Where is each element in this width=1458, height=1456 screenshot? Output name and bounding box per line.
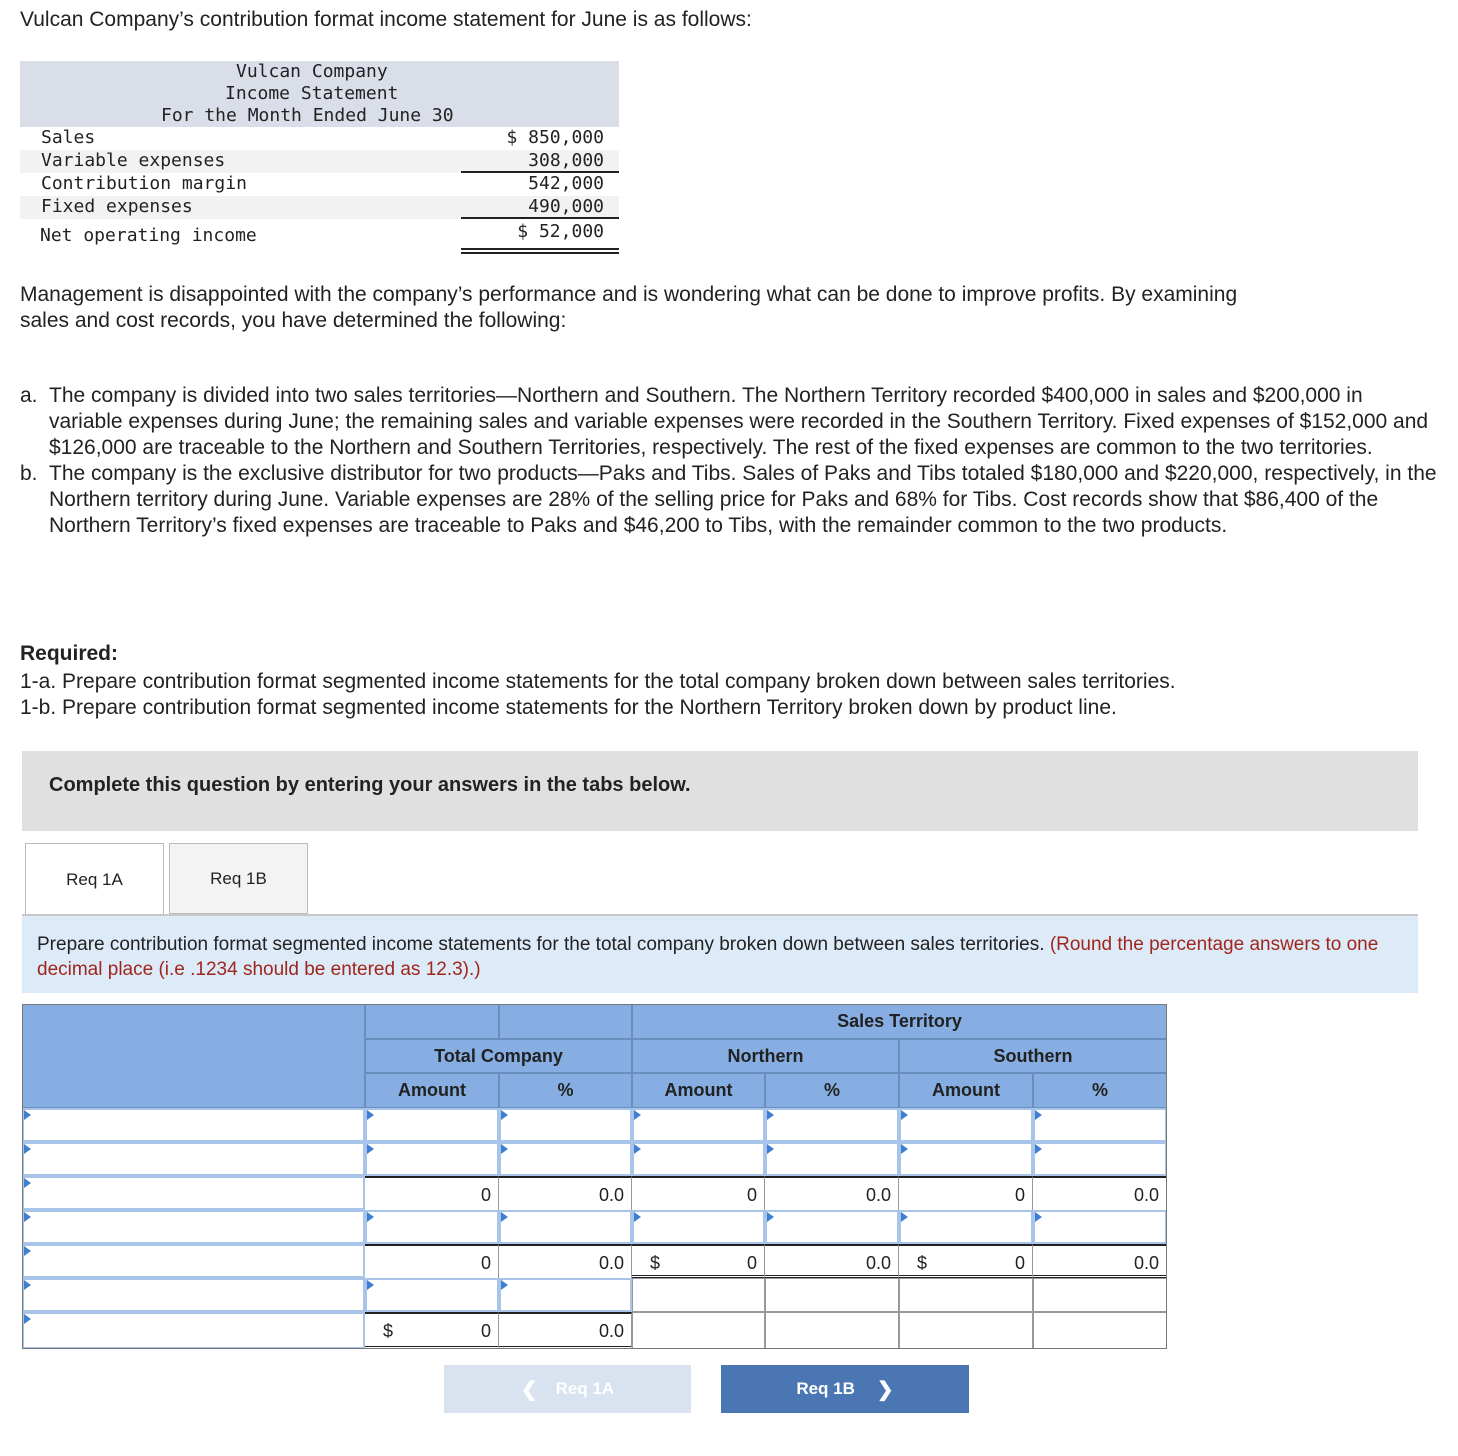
statement-row-cm (20, 173, 619, 196)
intro-text: Vulcan Company’s contribution format income statement for June is as follows: (20, 8, 752, 31)
header-blank (365, 1004, 499, 1039)
northern-amount-input[interactable] (632, 1108, 765, 1142)
amount-header: Amount (365, 1073, 499, 1108)
northern-amount-value (632, 1176, 765, 1210)
empty-cell (632, 1312, 765, 1349)
total-percent-input[interactable] (499, 1210, 632, 1244)
value: 0.0 (598, 1253, 624, 1273)
northern-percent-value (765, 1176, 899, 1210)
statement-company: Vulcan Company (236, 61, 388, 82)
row-label: Sales (41, 127, 96, 148)
paragraph-line: Management is disappointed with the company’s performance and is wondering what can be done to improve profits. By examining (20, 283, 1238, 306)
northern-amount-input[interactable] (632, 1210, 765, 1244)
northern-percent-input[interactable] (765, 1142, 899, 1176)
label-column-header (22, 1004, 365, 1108)
chevron-right-icon: ❯ (876, 1378, 894, 1401)
total-percent-input[interactable] (499, 1108, 632, 1142)
southern-percent-input[interactable] (1033, 1142, 1167, 1176)
northern-header: Northern (632, 1039, 899, 1073)
percent-header: % (499, 1073, 632, 1108)
row-label-input[interactable] (22, 1244, 365, 1278)
value: 0.0 (1133, 1253, 1159, 1273)
value: 0 (1014, 1185, 1025, 1205)
value: 0 (746, 1185, 757, 1205)
southern-percent-input[interactable] (1033, 1210, 1167, 1244)
southern-amount-input[interactable] (899, 1210, 1033, 1244)
total-amount-value (365, 1176, 499, 1210)
statement-row-variable (20, 150, 619, 173)
southern-amount-value (899, 1244, 1033, 1278)
amount-header: Amount (632, 1073, 765, 1108)
row-value: 490,000 (528, 196, 604, 217)
tab-req-1a[interactable]: Req 1A (25, 843, 164, 915)
row-label-input[interactable] (22, 1278, 365, 1312)
southern-percent-value (1033, 1244, 1167, 1278)
empty-cell (632, 1278, 765, 1312)
required-title: Required: (20, 642, 119, 665)
statement-header (20, 61, 619, 127)
value: 0 (480, 1185, 491, 1205)
statement-period: For the Month Ended June 30 (161, 105, 454, 126)
double-underline (461, 252, 619, 254)
southern-amount-input[interactable] (899, 1108, 1033, 1142)
underline (461, 171, 619, 173)
tab-instructions (22, 916, 1418, 993)
percent-header: % (1033, 1073, 1167, 1108)
paragraph-line: sales and cost records, you have determined the following: (20, 309, 567, 332)
value: 0.0 (598, 1185, 624, 1205)
tab-req-1b[interactable]: Req 1B (169, 843, 308, 914)
list-marker: a. (20, 384, 38, 407)
northern-amount-value (632, 1244, 765, 1278)
total-percent-value (499, 1312, 632, 1349)
value: 0.0 (865, 1185, 891, 1205)
row-value: 308,000 (528, 150, 604, 171)
empty-cell (1033, 1278, 1167, 1312)
value: 0 (1014, 1253, 1025, 1273)
amount-header: Amount (899, 1073, 1033, 1108)
total-percent-value (499, 1244, 632, 1278)
value: 0 (746, 1253, 757, 1273)
instruction-text: Prepare contribution format segmented income statements for the total company broken down between sales territories. (37, 934, 1045, 955)
empty-cell (1033, 1312, 1167, 1349)
northern-percent-input[interactable] (765, 1108, 899, 1142)
header-blank (499, 1004, 632, 1039)
banner-text: Complete this question by entering your answers in the tabs below. (49, 774, 691, 796)
empty-cell (765, 1278, 899, 1312)
statement-row-noi (20, 219, 619, 249)
total-percent-input[interactable] (499, 1142, 632, 1176)
value: 0 (480, 1253, 491, 1273)
row-label: Fixed expenses (41, 196, 193, 217)
row-label-input[interactable] (22, 1142, 365, 1176)
southern-percent-value (1033, 1176, 1167, 1210)
list-text: The company is divided into two sales territories—Northern and Southern. The Northern Territory recorded $400,000 in sales and $200,000 in variable expenses during June; the remaining sales and variable expenses were recorded in the Southern Territory. Fixed expenses of $152,000 and $126,000 are traceable to the Northern and Southern Territories, respectively. The rest of the fixed expenses are common to the two territories. (49, 384, 1429, 459)
statement-row-fixed (20, 196, 619, 219)
northern-percent-input[interactable] (765, 1210, 899, 1244)
required-1b: 1-b. Prepare contribution format segmented income statements for the Northern Territory broken down by product line. (20, 696, 1117, 719)
row-label-input[interactable] (22, 1176, 365, 1210)
currency-symbol: $ (383, 1321, 394, 1341)
row-label-input[interactable] (22, 1210, 365, 1244)
value: 0 (480, 1321, 491, 1341)
southern-amount-value (899, 1176, 1033, 1210)
currency-symbol: $ (917, 1253, 928, 1273)
total-amount-value (365, 1244, 499, 1278)
row-label: Variable expenses (41, 150, 226, 171)
value: 0.0 (865, 1253, 891, 1273)
row-value: $ 52,000 (517, 221, 604, 242)
required-1a: 1-a. Prepare contribution format segmented income statements for the total company broken down between sales territories. (20, 670, 1176, 693)
currency-symbol: $ (650, 1253, 661, 1273)
value: 0.0 (598, 1321, 624, 1341)
total-amount-input[interactable] (365, 1108, 499, 1142)
double-underline (461, 248, 619, 250)
row-value: 542,000 (528, 173, 604, 194)
facts-list (20, 383, 1440, 539)
row-label-input[interactable] (22, 1312, 365, 1349)
statement-title: Income Statement (225, 83, 399, 104)
answer-table (22, 1004, 1167, 1349)
sales-territory-header: Sales Territory (632, 1004, 1167, 1039)
income-statement (20, 61, 619, 249)
southern-amount-input[interactable] (899, 1142, 1033, 1176)
paragraph-management (20, 282, 1440, 334)
total-amount-input[interactable] (365, 1210, 499, 1244)
statement-row-sales (20, 127, 619, 150)
next-button[interactable] (721, 1365, 969, 1413)
total-percent-input[interactable] (499, 1278, 632, 1312)
prev-button-label: Req 1A (555, 1379, 615, 1398)
list-text: The company is the exclusive distributor for two products—Paks and Tibs. Sales of Paks and Tibs totaled $180,000 and $220,000, respectively, in the Northern territory during June. Variable expenses are 28% of the selling price for Paks and 68% for Tibs. Cost records show that $86,400 of the Northern Territory’s fixed expenses are traceable to Paks and $46,200 to Tibs, with the remainder common to the two products. (49, 462, 1437, 537)
empty-cell (899, 1312, 1033, 1349)
total-amount-input[interactable] (365, 1142, 499, 1176)
row-label: Contribution margin (41, 173, 247, 194)
empty-cell (899, 1278, 1033, 1312)
list-item-b (20, 461, 1440, 539)
prev-button[interactable] (444, 1365, 691, 1413)
instructions-banner (22, 751, 1418, 831)
empty-cell (765, 1312, 899, 1349)
list-marker: b. (20, 462, 38, 485)
northern-percent-value (765, 1244, 899, 1278)
row-value: $ 850,000 (506, 127, 604, 148)
total-company-header: Total Company (365, 1039, 632, 1073)
underline (461, 217, 619, 219)
list-item-a (20, 383, 1440, 461)
row-label: Net operating income (40, 225, 257, 246)
total-amount-input[interactable] (365, 1278, 499, 1312)
southern-header: Southern (899, 1039, 1167, 1073)
percent-header: % (765, 1073, 899, 1108)
chevron-left-icon: ❮ (520, 1378, 538, 1401)
row-label-input[interactable] (22, 1108, 365, 1142)
next-button-label: Req 1B (796, 1379, 855, 1398)
total-amount-value (365, 1312, 499, 1349)
southern-percent-input[interactable] (1033, 1108, 1167, 1142)
value: 0.0 (1133, 1185, 1159, 1205)
northern-amount-input[interactable] (632, 1142, 765, 1176)
instruction-note: (Round the percentage answers to one decimal place (i.e .1234 should be entered as 12.3).) (37, 934, 1379, 980)
total-percent-value (499, 1176, 632, 1210)
